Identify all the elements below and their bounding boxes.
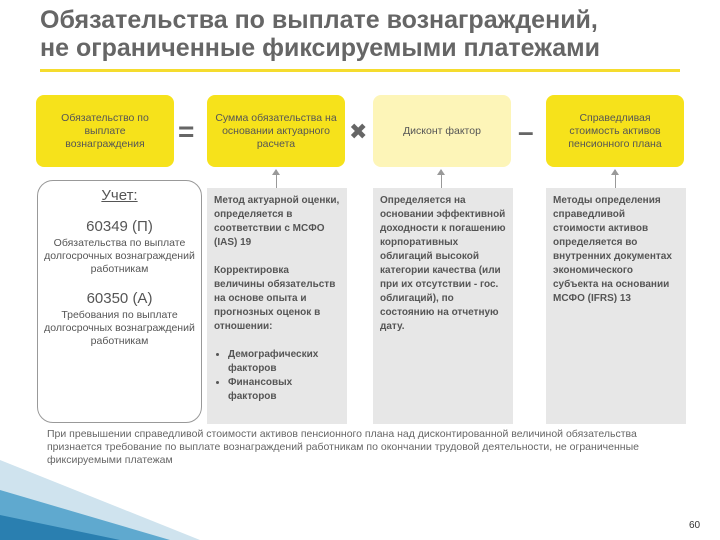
account-code-liability: 60349 (П) xyxy=(86,218,153,235)
minus-sign: – xyxy=(518,116,534,147)
title-underline xyxy=(40,69,680,72)
arrow-up-icon xyxy=(615,170,616,190)
multiply-sign: ✖ xyxy=(349,119,368,144)
account-code-asset: 60350 (А) xyxy=(86,290,153,307)
accounting-header: Учет: xyxy=(101,187,138,204)
arrow-up-icon xyxy=(441,170,442,190)
page-number: 60 xyxy=(689,520,701,531)
actuarial-sum-box: Сумма обязательства на основании актуарного расчета xyxy=(207,95,345,167)
liability-box: Обязательство по выплате вознаграждения xyxy=(36,95,174,167)
actuarial-method-text: Метод актуарной оценки, определяется в соответствии с МСФО (IAS) 19 xyxy=(214,195,340,248)
title-line-1: Обязательства по выплате вознаграждений, xyxy=(40,6,598,34)
list-item: • Демографических факторов xyxy=(228,348,340,376)
fair-value-method-panel xyxy=(546,188,686,424)
actuarial-method-panel xyxy=(207,188,347,424)
accounting-panel xyxy=(37,180,202,423)
factor-list xyxy=(214,348,340,404)
discount-factor-box: Дисконт фактор xyxy=(373,95,511,167)
fair-value-method-text: Методы определения справедливой стоимости активов определяется во внутренних документах экономического субъекта на основании МСФО (IFRS) 13 xyxy=(553,195,672,304)
adjustment-text: Корректировка величины обязательств на основе опыта и прогнозных оценок в отношении: xyxy=(214,265,336,332)
discount-rate-text: Определяется на основании эффективной доходности к погашению корпоративных облигаций высокой категории качества (или при их отсутствии - гос. облигаций), по состоянию на отчетную дату. xyxy=(380,195,506,332)
fair-value-box: Справедливая стоимость активов пенсионного плана xyxy=(546,95,684,167)
equals-sign: = xyxy=(178,116,195,147)
list-item: • Финансовых факторов xyxy=(228,376,340,404)
title-line-2: не ограниченные фиксируемыми платежами xyxy=(40,34,601,62)
page-title xyxy=(40,6,700,62)
discount-rate-panel xyxy=(373,188,513,424)
arrow-up-icon xyxy=(276,170,277,190)
footer-note: При превышении справедливой стоимости активов пенсионного плана над дисконтированной величиной обязательства признается требование по выплате вознаграждений работникам по окончании трудовой деятельности, не ограниченные фиксируемыми платежам xyxy=(47,428,639,466)
account-desc-liability: Обязательства по выплате долгосрочных вознаграждений работникам xyxy=(44,237,195,275)
account-desc-asset: Требования по выплате долгосрочных вознаграждений работникам xyxy=(44,309,195,347)
decorative-swoosh xyxy=(0,430,200,540)
